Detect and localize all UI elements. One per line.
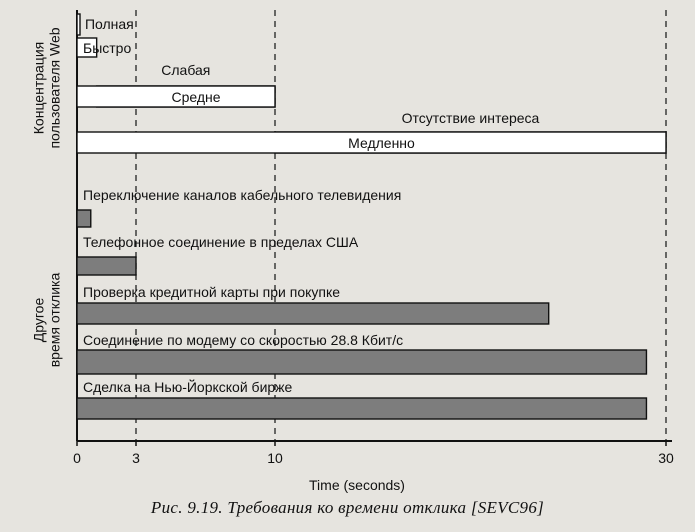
bar-label: Слабая: [161, 62, 211, 78]
bar-label: Медленно: [348, 135, 415, 151]
group-label: время отклика: [46, 272, 63, 368]
bar-label: Сделка на Нью-Йоркской бирже: [83, 379, 293, 395]
bar: [77, 398, 646, 419]
bar: [77, 210, 91, 227]
bar-label: Переключение каналов кабельного телевидения: [83, 187, 402, 203]
bar-label: Телефонное соединение в пределах США: [83, 234, 359, 250]
x-tick-label: 10: [267, 450, 283, 466]
group-label: Концентрация: [30, 41, 47, 135]
bar-label: Полная: [84, 16, 134, 32]
bar-label: Быстро: [83, 40, 132, 56]
bar: [77, 350, 646, 374]
bar-label: Средне: [171, 89, 221, 105]
x-tick-label: 3: [132, 450, 140, 466]
bar-label: Соединение по модему со скоростью 28.8 Кбит/с: [83, 332, 404, 348]
x-tick-label: 0: [73, 450, 81, 466]
bar: [77, 14, 80, 35]
bar-label: Отсутствие интереса: [401, 110, 540, 126]
bar: [77, 257, 136, 275]
figure-caption: Рис. 9.19. Требования ко времени отклика [SEVC96]: [150, 498, 545, 517]
x-tick-label: 30: [658, 450, 674, 466]
group-label: пользователя Web: [46, 27, 63, 149]
bar: [77, 303, 549, 324]
group-label: Другое: [30, 297, 47, 343]
x-axis-title: Time (seconds): [309, 477, 405, 493]
bar-label: Проверка кредитной карты при покупке: [83, 284, 341, 300]
